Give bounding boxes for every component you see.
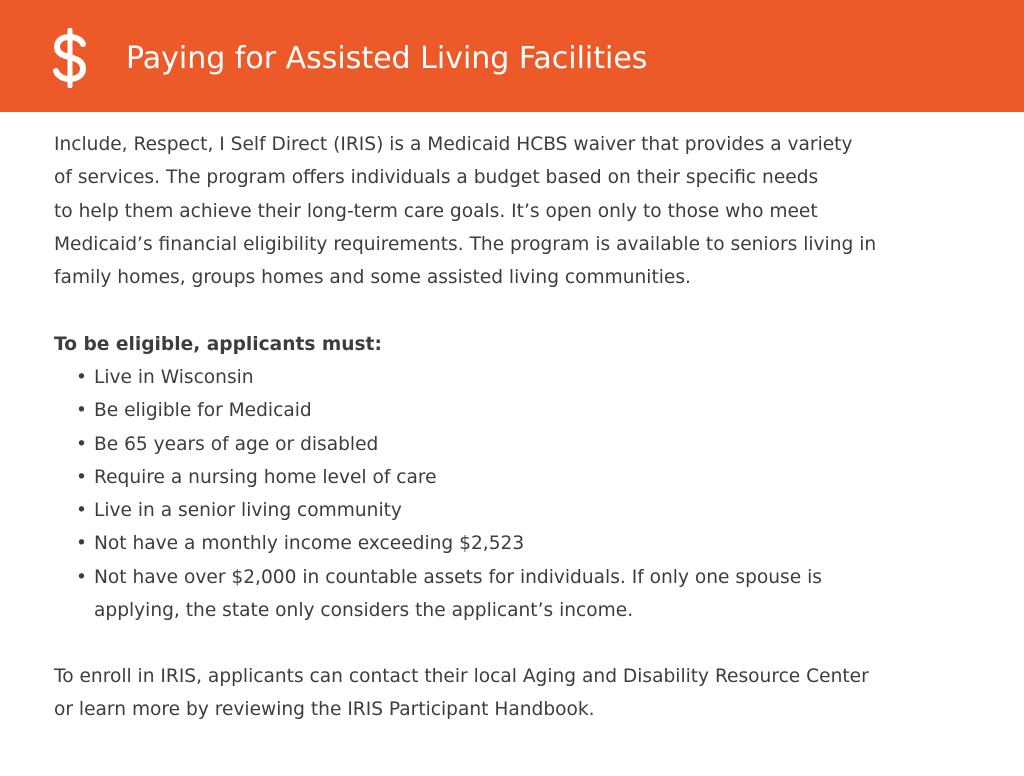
list-item [76,561,822,628]
intro-line: of services. The program offers individuals a budget based on their specific needs [54,167,819,189]
list-item-text: Be eligible for Medicaid [94,400,312,422]
bullet: • [76,367,87,388]
list-item [76,527,822,560]
outro-paragraph [54,660,974,727]
intro-paragraph [54,128,974,294]
list-item-text: Not have over $2,000 in countable assets for individuals. If only one spouse is [94,566,822,588]
bullet: • [76,466,87,488]
bullet: • [76,500,87,522]
intro-line: Include, Respect, I Self Direct (IRIS) is a Medicaid HCBS waiver that provides a variety [54,134,853,155]
intro-line: to help them achieve their long-term care goals. It’s open only to those who meet [54,200,818,222]
outro-line: To enroll in IRIS, applicants can contact their local Aging and Disability Resource Center [54,666,869,687]
list-item-text: Not have a monthly income exceeding $2,523 [94,533,525,555]
list-item-text: Live in a senior living community [94,500,402,522]
list-item-text-continuation: applying, the state only considers the applicant’s income. [94,600,634,622]
bullet: • [76,433,87,455]
list-item [76,494,822,527]
list-item-text: Require a nursing home level of care [94,466,437,488]
list-item [76,461,822,494]
page-title: Paying for Assisted Living Facilities [126,41,648,76]
outro-line: or learn more by reviewing the IRIS Participant Handbook. [54,699,595,721]
intro-line: family homes, groups homes and some assisted living communities. [54,267,691,289]
bullet: • [76,566,87,588]
list-item-text: Be 65 years of age or disabled [94,433,379,455]
dollar-sign-icon [50,28,90,88]
eligibility-list [76,361,822,627]
intro-line: Medicaid’s financial eligibility requirements. The program is available to seniors living in [54,233,877,255]
list-item [76,361,822,394]
bullet: • [76,400,87,422]
bullet: • [76,533,87,555]
header-banner [0,0,1024,112]
list-item [76,394,822,427]
list-item [76,428,822,461]
eligibility-heading: To be eligible, applicants must: [54,334,382,355]
list-item-text: Live in Wisconsin [94,367,254,388]
